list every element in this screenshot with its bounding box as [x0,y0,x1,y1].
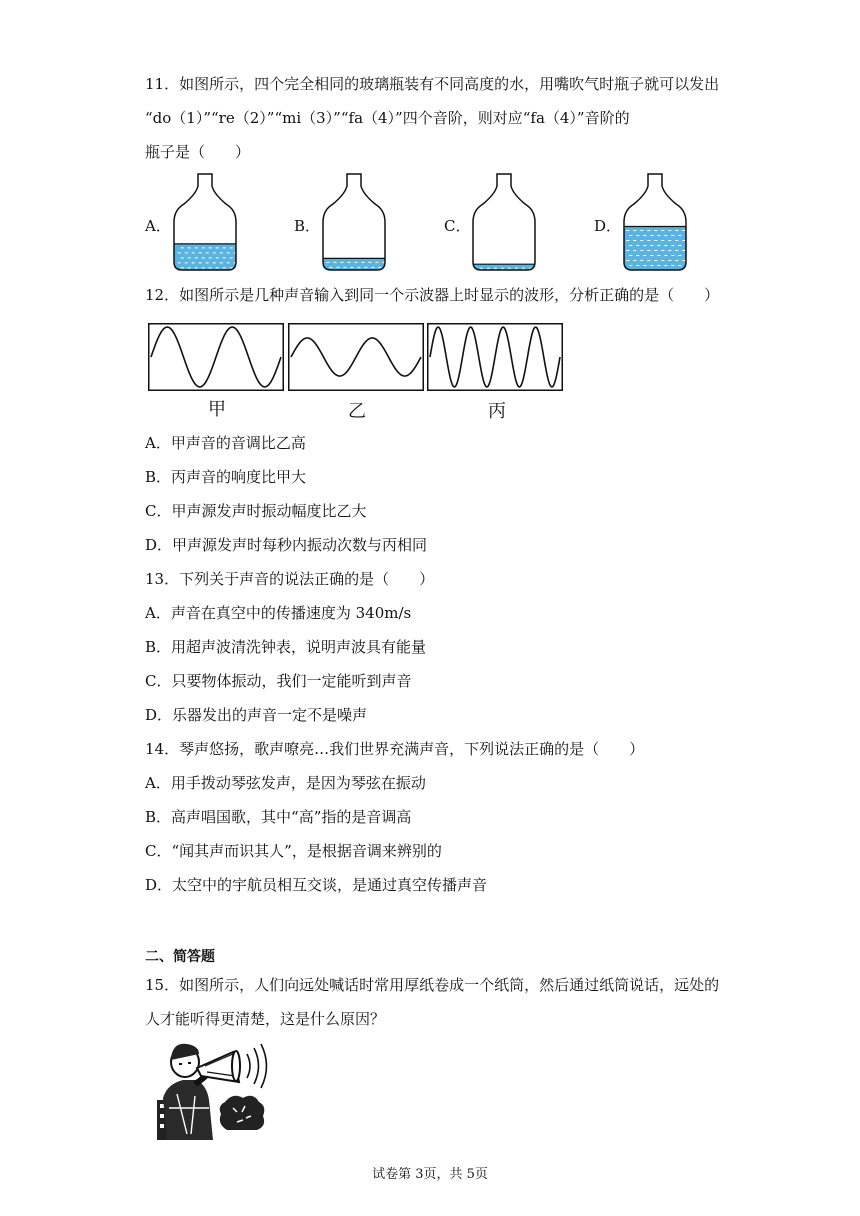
megaphone-illustration [155,1038,270,1140]
q12-option-b: B．丙声音的响度比甲大 [145,468,307,486]
bottle-b [319,170,389,274]
bottle-c-outline [473,174,535,270]
q15-stem-line2: 人才能听得更清楚，这是什么原因？ [145,1010,386,1028]
waveform-bing-trace [430,327,560,387]
waveform-label-bing: 丙 [488,401,506,422]
q11-stem-line1: 11．如图所示，四个完全相同的玻璃瓶装有不同高度的水，用嘴吹气时瓶子就可以发出 [145,75,720,93]
q13-option-b: B．用超声波清洗钟表，说明声波具有能量 [145,638,427,656]
bottle-c-water [469,264,539,274]
waveform-label-yi: 乙 [348,401,366,422]
q13-option-a: A．声音在真空中的传播速度为 340m/s [145,604,412,622]
q11-option-a-label: A． [145,217,171,235]
q12-option-a: A．甲声音的音调比乙高 [145,434,306,452]
bottle-b-water [319,258,389,274]
bottle-c [469,170,539,274]
q14-option-d: D．太空中的宇航员相互交谈，是通过真空传播声音 [145,876,488,894]
q11-stem-line2: “do（1）”“re（2）”“mi（3）”“fa（4）”四个音阶，则对应“fa（4）”音阶的 [145,109,630,127]
q11-option-c-label: C． [444,217,471,235]
waveform-yi-trace [291,338,421,376]
q11-stem-line3: 瓶子是（ ） [145,143,251,161]
q14-option-c: C．“闻其声而识其人”，是根据音调来辨别的 [145,842,442,860]
q14-stem: 14．琴声悠扬，歌声嘹亮…我们世界充满声音，下列说法正确的是（ ） [145,740,645,758]
q11-option-d-label: D． [594,217,622,235]
bottle-a [170,170,240,274]
page-footer: 试卷第 3页，共 5页 [372,1167,488,1182]
bottle-d [620,170,690,274]
waveform-jia [148,323,284,391]
q14-option-b: B．高声唱国歌，其中“高”指的是音调高 [145,808,412,826]
waveform-label-jia: 甲 [208,399,226,420]
section-heading: 二、简答题 [145,949,215,965]
q13-stem: 13．下列关于声音的说法正确的是（ ） [145,570,435,588]
q15-stem-line1: 15．如图所示，人们向远处喊话时常用厚纸卷成一个纸筒，然后通过纸筒说话，远处的 [145,976,720,994]
q11-option-b-label: B． [294,217,321,235]
q12-stem: 12．如图所示是几种声音输入到同一个示波器上时显示的波形，分析正确的是（ ） [145,286,720,304]
q14-option-a: A．用手拨动琴弦发声，是因为琴弦在振动 [145,774,426,792]
q13-option-c: C．只要物体振动，我们一定能听到声音 [145,672,412,690]
waveform-jia-trace [151,327,281,387]
waveform-bing [427,323,563,391]
bottle-b-outline [323,174,385,270]
q12-option-d: D．甲声源发声时每秒内振动次数与丙相同 [145,536,428,554]
q12-option-c: C．甲声源发声时振动幅度比乙大 [145,502,367,520]
waveform-yi [288,323,424,391]
q13-option-d: D．乐器发出的声音一定不是噪声 [145,706,368,724]
